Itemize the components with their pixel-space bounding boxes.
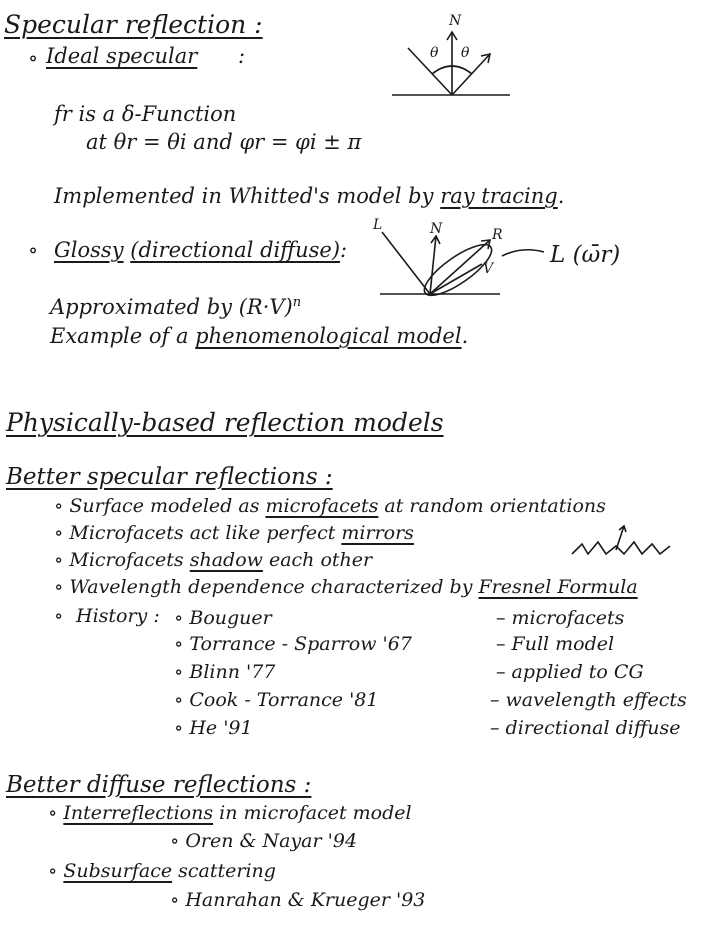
glossy-colon: :: [340, 238, 348, 262]
whitted-text: Implemented in Whitted's model by: [54, 184, 434, 208]
bullet: ∘: [54, 605, 64, 627]
ray-tracing-term: ray tracing: [440, 184, 558, 208]
better-diffuse-heading: Better diffuse reflections :: [6, 772, 312, 798]
pointer-curve: [502, 250, 544, 256]
history-label: History :: [76, 605, 160, 627]
history-name: ∘ Torrance - Sparrow '67: [174, 633, 412, 655]
interreflections-term: Interreflections: [63, 802, 214, 824]
mirrors-term: mirrors: [341, 522, 414, 544]
history-name: ∘ Blinn '77: [174, 661, 276, 683]
directional-diffuse-label: (directional diffuse): [130, 238, 341, 262]
list-item: ∘ Microfacets shadow each other: [54, 549, 373, 571]
fr-delta-line: fr is a δ-Function: [54, 102, 237, 126]
list-item: ∘ Surface modeled as microfacets at random orientations: [54, 495, 606, 517]
better-specular-heading: Better specular reflections :: [6, 464, 333, 490]
fresnel-formula-term: Fresnel Formula: [478, 576, 638, 598]
ideal-specular-label: Ideal specular: [46, 44, 198, 68]
example-text: Example of a: [50, 324, 189, 348]
zigzag-surface: [572, 542, 670, 554]
history-name: ∘ He '91: [174, 717, 253, 739]
history-name: ∘ Cook - Torrance '81: [174, 689, 379, 711]
light-label: L: [373, 217, 383, 233]
list-item: ∘ Wavelength dependence characterized by Fresnel Formula: [54, 576, 638, 598]
theta-label-left: θ: [430, 45, 439, 61]
normal-vector: [430, 236, 436, 294]
history-desc: – microfacets: [496, 607, 625, 629]
glossy-label: Glossy: [54, 238, 124, 262]
ideal-colon: :: [238, 44, 246, 68]
history-desc: – Full model: [496, 633, 615, 655]
radiance-label: L (ω̄r): [550, 242, 621, 268]
theta-label-right: θ: [461, 45, 470, 61]
list-item: ∘ Subsurface scattering: [48, 860, 276, 882]
history-desc: – directional diffuse: [490, 717, 681, 739]
approximated-line: [50, 296, 301, 318]
shadow-term: shadow: [189, 549, 263, 571]
microfacets-term: microfacets: [265, 495, 379, 517]
bullet: ∘: [28, 238, 39, 262]
history-desc: – applied to CG: [496, 661, 644, 683]
fr-condition-line: at θr = θi and φr = φi ± π: [86, 130, 362, 154]
reflected-ray: [452, 54, 490, 95]
history-name: ∘ Bouguer: [174, 607, 272, 629]
citation: ∘ Oren & Nayar '94: [170, 830, 358, 852]
title-physically-based: Physically-based reflection models: [6, 408, 444, 437]
bullet: ∘: [28, 46, 39, 70]
normal-label: N: [430, 221, 443, 237]
list-item: ∘ Microfacets act like perfect mirrors: [54, 522, 414, 544]
approximated-text: Approximated by (R·V): [50, 295, 293, 319]
approximated-exponent: n: [292, 295, 302, 310]
citation: ∘ Hanrahan & Krueger '93: [170, 889, 426, 911]
whitted-period: .: [557, 184, 565, 208]
title-specular-reflection: Specular reflection :: [4, 10, 263, 39]
microfacet-sketch: [572, 520, 672, 560]
reflect-label: R: [492, 227, 503, 243]
glossy-line: [54, 240, 347, 261]
normal-label: N: [449, 13, 462, 29]
example-period: .: [461, 324, 469, 348]
whitted-line: [54, 186, 564, 207]
example-line: [50, 326, 468, 347]
incident-ray: [382, 232, 430, 294]
list-item: ∘ Interreflections in microfacet model: [48, 802, 412, 824]
view-label: V: [483, 261, 494, 277]
phenomenological-model-term: phenomenological model: [195, 324, 462, 348]
subsurface-term: Subsurface: [63, 860, 173, 882]
radiance-pointer: [500, 244, 550, 264]
history-desc: – wavelength effects: [490, 689, 687, 711]
view-vector: [430, 264, 482, 294]
